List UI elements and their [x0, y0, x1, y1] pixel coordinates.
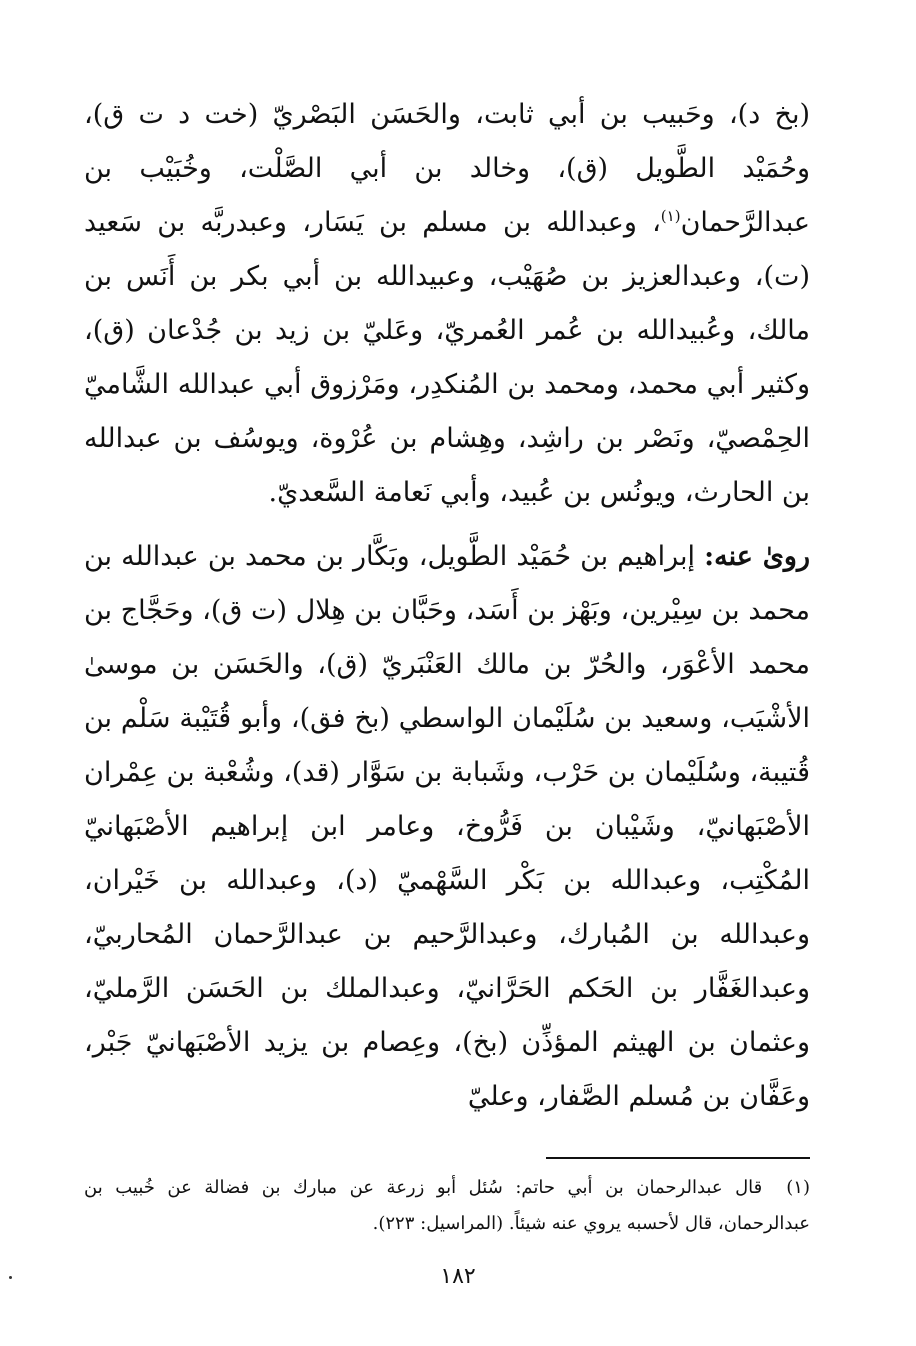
paragraph-1-text: (بخ د)، وحَبيب بن أبي ثابت، والحَسَن البَصْريّ (خت د ت ق)، وحُمَيْد الطَّويل (ق)، وخالد بن أبي الصَّلْت، وخُبَيْب بن عبدالرَّحمان [84, 99, 810, 238]
body-paragraph-narrators-from [84, 88, 810, 520]
body-paragraph-narrated-by [84, 530, 810, 1124]
footnote-reference[interactable]: (١) [660, 207, 681, 225]
scan-speck [9, 1276, 12, 1279]
footnote-number: (١) [786, 1177, 810, 1198]
footnote-text: قال عبدالرحمان بن أبي حاتم: سُئل أبو زرعة عن مبارك بن فضالة عن خُبيب بن عبدالرحمان، قال لأحسبه يروي عنه شيئاً. (المراسيل: ٢٢٣). [84, 1177, 810, 1234]
paragraph-1-continuation: ، وعبدالله بن مسلم بن يَسَار، وعبدربَّه بن سَعيد (ت)، وعبدالعزيز بن صُهَيْب، وعبيدالله بن أبي بكر بن أَنَس بن مالك، وعُبيدالله بن عُمر العُمريّ، وعَليّ بن زيد بن جُدْعان (ق)، وكثير أبي محمد، ومحمد بن المُنكدِر، ومَرْزوق أبي عبدالله الشَّاميّ الحِمْصيّ، ونَصْر بن راشِد، وهِشام بن عُرْوة، ويوسُف بن عبدالله بن الحارث، ويونُس بن عُبيد، وأبي نَعامة السَّعديّ. [84, 207, 810, 508]
footnote-divider [546, 1157, 810, 1159]
footnote [84, 1170, 810, 1242]
page-number: ١٨٢ [440, 1264, 476, 1289]
paragraph-2-text: إبراهيم بن حُمَيْد الطَّويل، وبَكَّار بن محمد بن عبدالله بن محمد بن سِيْرين، وبَهْز بن أَسَد، وحَبَّان بن هِلال (ت ق)، وحَجَّاج بن محمد الأعْوَر، والحُرّ بن مالك العَنْبَريّ (ق)، والحَسَن بن موسىٰ الأشْيَب، وسعيد بن سُلَيْمان الواسطي (بخ فق)، وأبو قُتَيْبة سَلْم بن قُتيبة، وسُلَيْمان بن حَرْب، وشَبابة بن سَوَّار (قد)، وشُعْبة بن عِمْران الأصْبَهانيّ، وشَيْبان بن فَرُّوخ، وعامر ابن إبراهيم الأصْبَهانيّ المُكْتِب، وعبدالله بن بَكْر السَّهْميّ (د)، وعبدالله بن خَيْران، وعبدالله بن المُبارك، وعبدالرَّحيم بن عبدالرَّحمان المُحاربيّ، وعبدالغَفَّار بن الحَكم الحَرَّانيّ، وعبدالملك بن الحَسَن الرَّمليّ، وعثمان بن الهيثم المؤذِّن (بخ)، وعِصام بن يزيد الأصْبَهانيّ جَبْر، وعَفَّان بن مُسلم الصَّفار، وعليّ [84, 541, 810, 1112]
section-lead-label: روىٰ عنه: [704, 541, 811, 572]
